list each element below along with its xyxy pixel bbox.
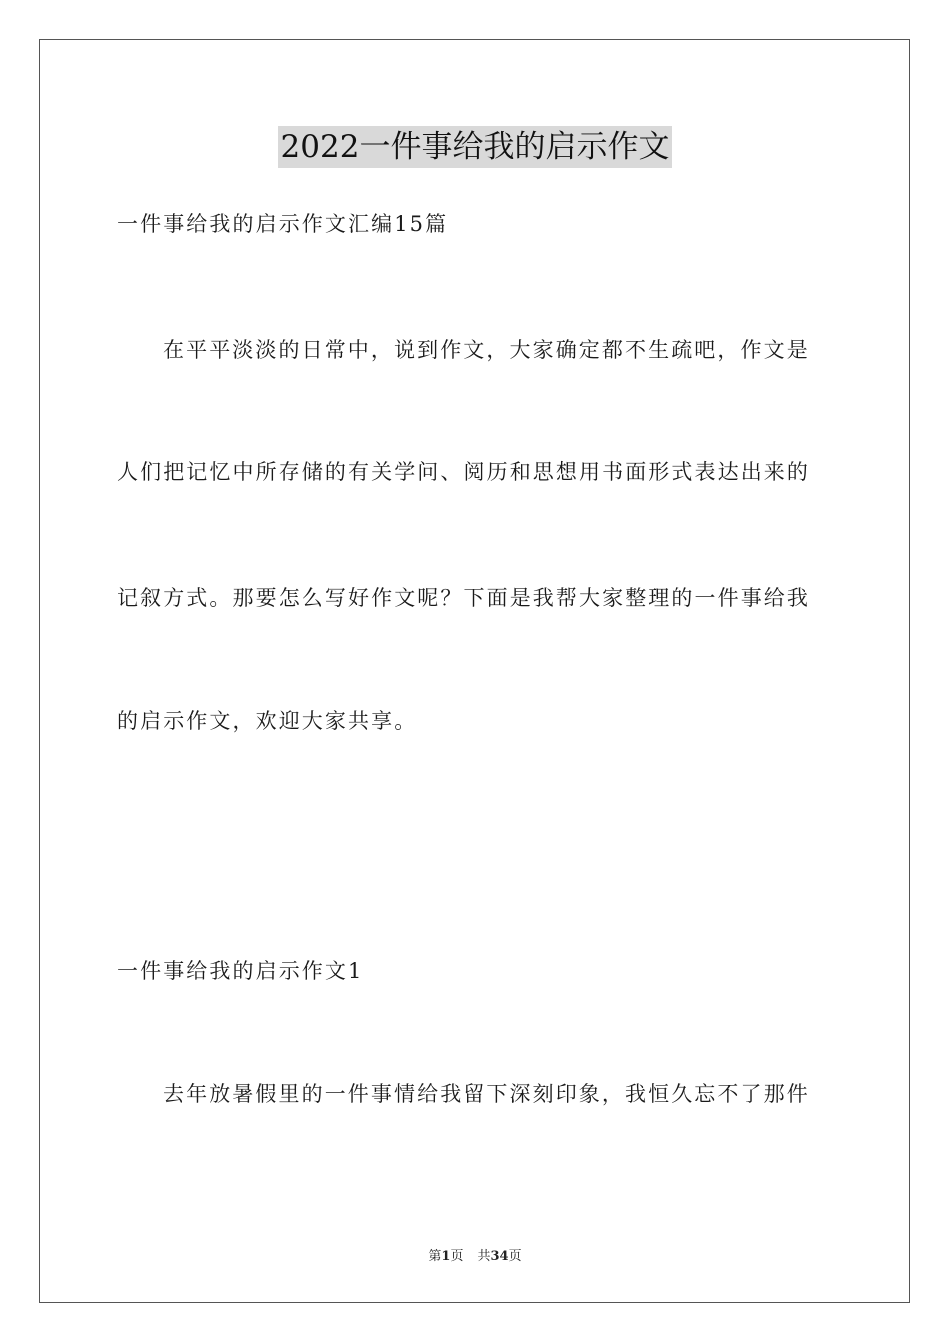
- page-footer: [0, 1248, 950, 1266]
- page-number: 1: [441, 1249, 451, 1264]
- paragraph-line: 去年放暑假里的一件事情给我留下深刻印象，我恒久忘不了那件: [163, 1082, 810, 1106]
- total-suffix: 页: [508, 1249, 522, 1264]
- paragraph-line: 记叙方式。那要怎么写好作文呢？下面是我帮大家整理的一件事给我: [117, 586, 810, 610]
- document-subtitle: 一件事给我的启示作文汇编15篇: [117, 212, 449, 236]
- title-container: [0, 126, 950, 168]
- section-heading: 一件事给我的启示作文1: [117, 959, 364, 983]
- paragraph-line: 人们把记忆中所存储的有关学问、阅历和思想用书面形式表达出来的: [117, 460, 810, 484]
- total-prefix: 共: [477, 1249, 491, 1264]
- paragraph-line: 在平平淡淡的日常中，说到作文，大家确定都不生疏吧，作文是: [163, 338, 810, 362]
- paragraph-line: 的启示作文，欢迎大家共享。: [117, 709, 418, 733]
- page-prefix: 第: [428, 1249, 442, 1264]
- total-pages: 34: [490, 1249, 509, 1264]
- page-suffix: 页: [450, 1249, 464, 1264]
- document-title: 2022一件事给我的启示作文: [278, 126, 673, 168]
